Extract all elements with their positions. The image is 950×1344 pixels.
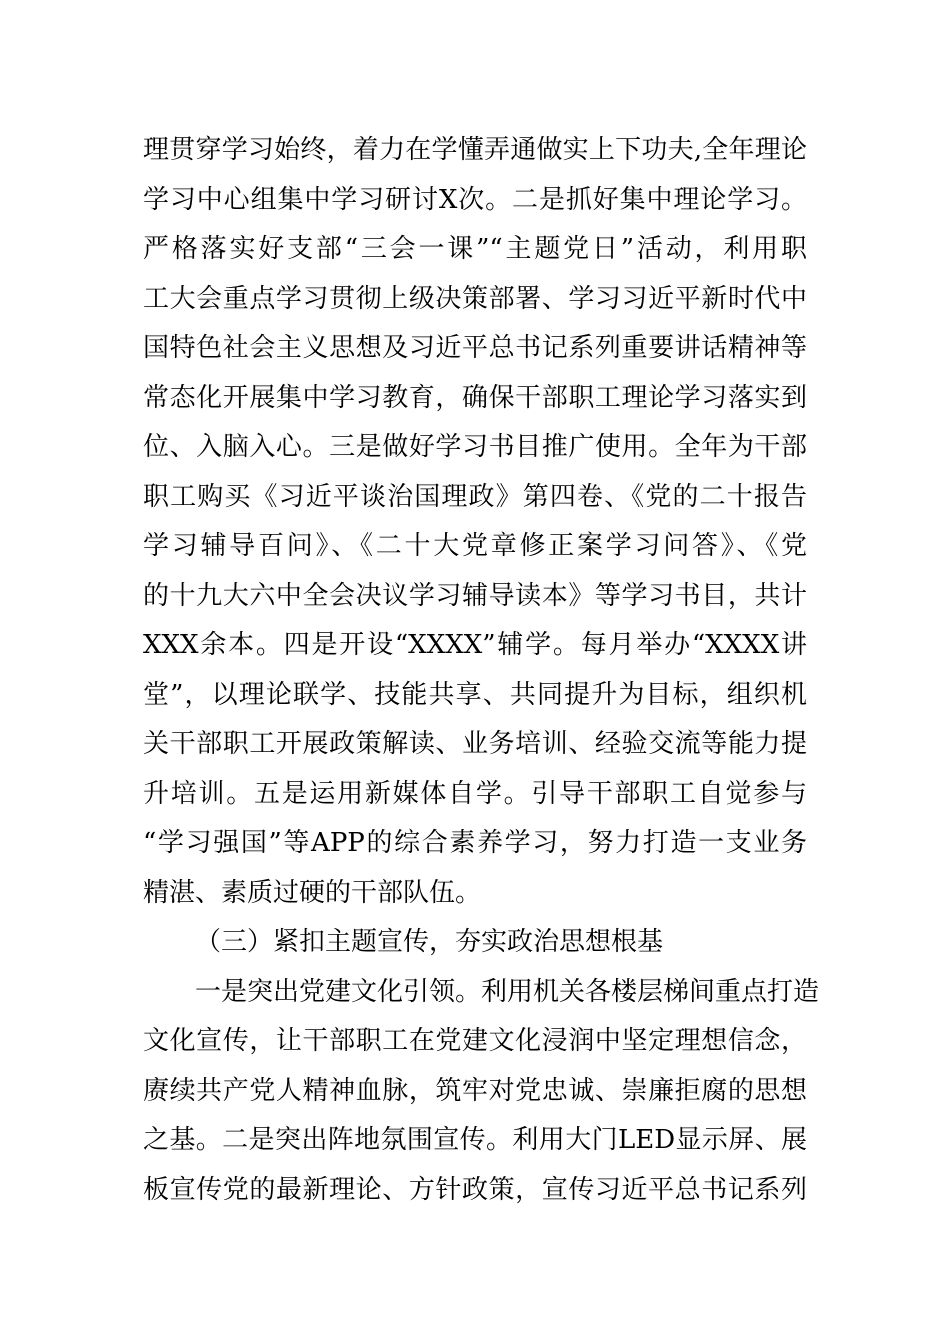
text-line: 学习辅导百问》、《二十大党章修正案学习问答》、《党 — [143, 531, 807, 561]
text-line: 位、入脑入心。三是做好学习书目推广使用。全年为干部 — [143, 432, 807, 462]
text-line: 常态化开展集中学习教育，确保干部职工理论学习落实到 — [143, 382, 807, 413]
text-line: 赓续共产党人精神血脉，筑牢对党忠诚、崇廉拒腐的思想 — [143, 1075, 807, 1106]
text-line: 理贯穿学习始终，着力在学懂弄通做实上下功夫,全年理论 — [143, 135, 807, 165]
text-line: 的十九大六中全会决议学习辅导读本》等学习书目，共计 — [143, 580, 807, 611]
text-line: 关干部职工开展政策解读、业务培训、经验交流等能力提 — [143, 729, 807, 759]
text-line: 板宣传党的最新理论、方针政策，宣传习近平总书记系列 — [143, 1174, 807, 1205]
text-line: 文化宣传，让干部职工在党建文化浸润中坚定理想信念， — [143, 1026, 807, 1056]
text-line: 国特色社会主义思想及习近平总书记系列重要讲话精神等 — [143, 333, 807, 363]
text-line: “学习强国”等APP的综合素养学习，努力打造一支业务 — [143, 828, 807, 858]
text-line: 精湛、素质过硬的干部队伍。 — [143, 877, 482, 908]
text-line: 升培训。五是运用新媒体自学。引导干部职工自觉参与 — [143, 778, 807, 809]
text-line: 工大会重点学习贯彻上级决策部署、学习习近平新时代中 — [143, 283, 807, 314]
section-heading: （三）紧扣主题宣传，夯实政治思想根基 — [195, 927, 664, 957]
text-line: 一是突出党建文化引领。利用机关各楼层梯间重点打造 — [195, 976, 820, 1007]
document-body — [143, 126, 820, 1215]
text-line: 严格落实好支部“三会一课”“主题党日”活动，利用职 — [143, 234, 807, 264]
text-line: XXX余本。四是开设“XXXX”辅学。每月举办“XXXX讲 — [143, 630, 807, 660]
text-line: 之基。二是突出阵地氛围宣传。利用大门LED显示屏、展 — [143, 1125, 807, 1155]
text-line: 学习中心组集中学习研讨X次。二是抓好集中理论学习。 — [143, 184, 807, 215]
text-line: 职工购买《习近平谈治国理政》第四卷、《党的二十报告 — [143, 481, 807, 512]
text-line: 堂”，以理论联学、技能共享、共同提升为目标，组织机 — [143, 679, 807, 710]
